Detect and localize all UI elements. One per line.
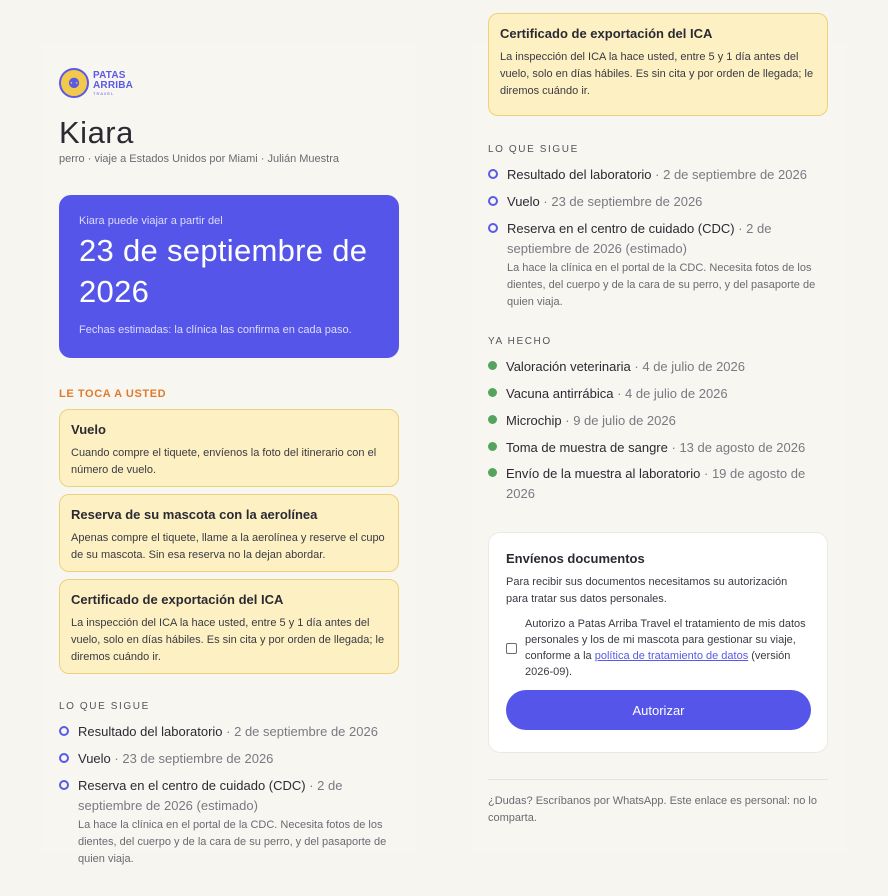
task-card-ica [488,13,828,116]
step-date: · 2 de septiembre de 2026 (estimado) [78,778,343,813]
step-date: · 2 de septiembre de 2026 (estimado) [507,221,772,256]
consent-label[interactable] [525,616,810,680]
pet-meta: perro · viaje a Estados Unidos por Miami · Julián Muestra [59,153,340,165]
step-date: · 4 de julio de 2026 [634,359,745,374]
brand-sub: TRAVEL [93,90,115,96]
step-name: Resultado del laboratorio [78,724,223,739]
documents-consent-card [488,532,828,753]
step-name: Vacuna antirrábica [506,386,614,401]
step-name: Reserva en el centro de cuidado (CDC) [507,221,735,236]
task-title: Reserva de su mascota con la aerolínea [71,507,318,522]
step-date: · 23 de septiembre de 2026 [543,194,703,209]
task-card-airline [59,494,399,572]
step-name: Envío de la muestra al laboratorio [506,466,701,481]
task-desc: La inspección del ICA la hace usted, entre 5 y 1 día antes del vuelo, solo en días hábiles. Es sin cita y por orden de llegada; le diremos cuándo ir. [500,51,814,97]
task-desc: La inspección del ICA la hace usted, entre 5 y 1 día antes del vuelo, solo en días hábiles. Es sin cita y por orden de llegada; le diremos cuándo ir. [71,617,385,663]
next-step [488,165,833,185]
done-dot-icon [488,468,497,477]
task-desc: Apenas compre el tiquete, llame a la aerolínea y reserve el cupo de su mascota. Sin esa reserva no la dejan abordar. [71,532,385,561]
page-title: Kiara [59,115,134,150]
paw-icon: ⚉ [59,68,89,98]
done-dot-icon [488,388,497,397]
next-step [488,192,833,212]
step-date: · 9 de julio de 2026 [565,413,676,428]
documents-title: Envíenos documentos [506,551,645,566]
step-name: Vuelo [78,751,111,766]
step-date: · 19 de agosto de 2026 [506,466,806,501]
task-title: Certificado de exportación del ICA [500,26,713,41]
authorize-button[interactable]: Autorizar [506,690,811,730]
consent-text: Autorizo a Patas Arriba Travel el tratamiento de mis datos personales y los de mi mascota para gestionar su viaje, conforme a la [525,618,806,662]
done-step [488,411,833,431]
pending-ring-icon [488,196,498,206]
pending-ring-icon [59,780,69,790]
consent-checkbox[interactable] [506,643,517,654]
pending-ring-icon [59,726,69,736]
done-dot-icon [488,361,497,370]
page-view-top[interactable] [42,43,417,865]
pending-ring-icon [488,223,498,233]
next-step [59,776,389,868]
travel-date: 23 de septiembre de 2026 [79,233,368,309]
done-step [488,384,833,404]
step-date: · 2 de septiembre de 2026 [655,167,807,182]
footer-text: ¿Dudas? Escríbanos por WhatsApp. Este enlace es personal: no lo comparta. [488,795,817,824]
task-card-flight [59,409,399,487]
hero-kicker: Kiara puede viajar a partir del [79,215,223,227]
done-heading: YA HECHO [488,336,552,347]
next-steps-heading: LO QUE SIGUE [59,701,150,712]
step-note: La hace la clínica en el portal de la CDC. Necesita fotos de los dientes, del cuerpo y de la cara de su perro, y del pasaporte de quien viaja. [507,262,816,308]
step-name: Vuelo [507,194,540,209]
done-step [488,464,828,504]
privacy-policy-link[interactable]: política de tratamiento de datos [594,650,749,662]
step-note: La hace la clínica en el portal de la CDC. Necesita fotos de los dientes, del cuerpo y de la cara de su perro, y del pasaporte de quien viaja. [78,819,387,865]
done-step [488,357,833,377]
your-turn-heading: LE TOCA A USTED [59,388,167,400]
task-card-ica [59,579,399,674]
done-step [488,438,833,458]
task-title: Certificado de exportación del ICA [71,592,284,607]
brand-name: PATAS ARRIBA [93,69,134,91]
travel-date-banner [59,195,399,358]
done-dot-icon [488,415,497,424]
hero-note: Fechas estimadas: la clínica las confirma en cada paso. [79,324,352,336]
step-date: · 23 de septiembre de 2026 [114,751,274,766]
step-name: Reserva en el centro de cuidado (CDC) [78,778,306,793]
page-view-bottom[interactable] [471,26,846,853]
task-title: Vuelo [71,422,106,437]
brand-logo [59,68,399,98]
next-steps-heading: LO QUE SIGUE [488,144,579,155]
pending-ring-icon [488,169,498,179]
step-date: · 13 de agosto de 2026 [671,440,806,455]
next-step [59,722,404,742]
step-name: Resultado del laboratorio [507,167,652,182]
step-name: Valoración veterinaria [506,359,631,374]
documents-desc: Para recibir sus documentos necesitamos su autorización para tratar sus datos personales. [506,576,788,605]
step-name: Microchip [506,413,562,428]
task-desc: Cuando compre el tiquete, envíenos la foto del itinerario con el número de vuelo. [71,447,377,476]
next-step [488,219,818,311]
next-step [59,749,404,769]
step-name: Toma de muestra de sangre [506,440,668,455]
step-date: · 4 de julio de 2026 [617,386,728,401]
footer-divider [488,779,828,780]
consent-suffix: (versión 2026-09). [525,650,791,678]
pending-ring-icon [59,753,69,763]
step-date: · 2 de septiembre de 2026 [226,724,378,739]
done-dot-icon [488,442,497,451]
